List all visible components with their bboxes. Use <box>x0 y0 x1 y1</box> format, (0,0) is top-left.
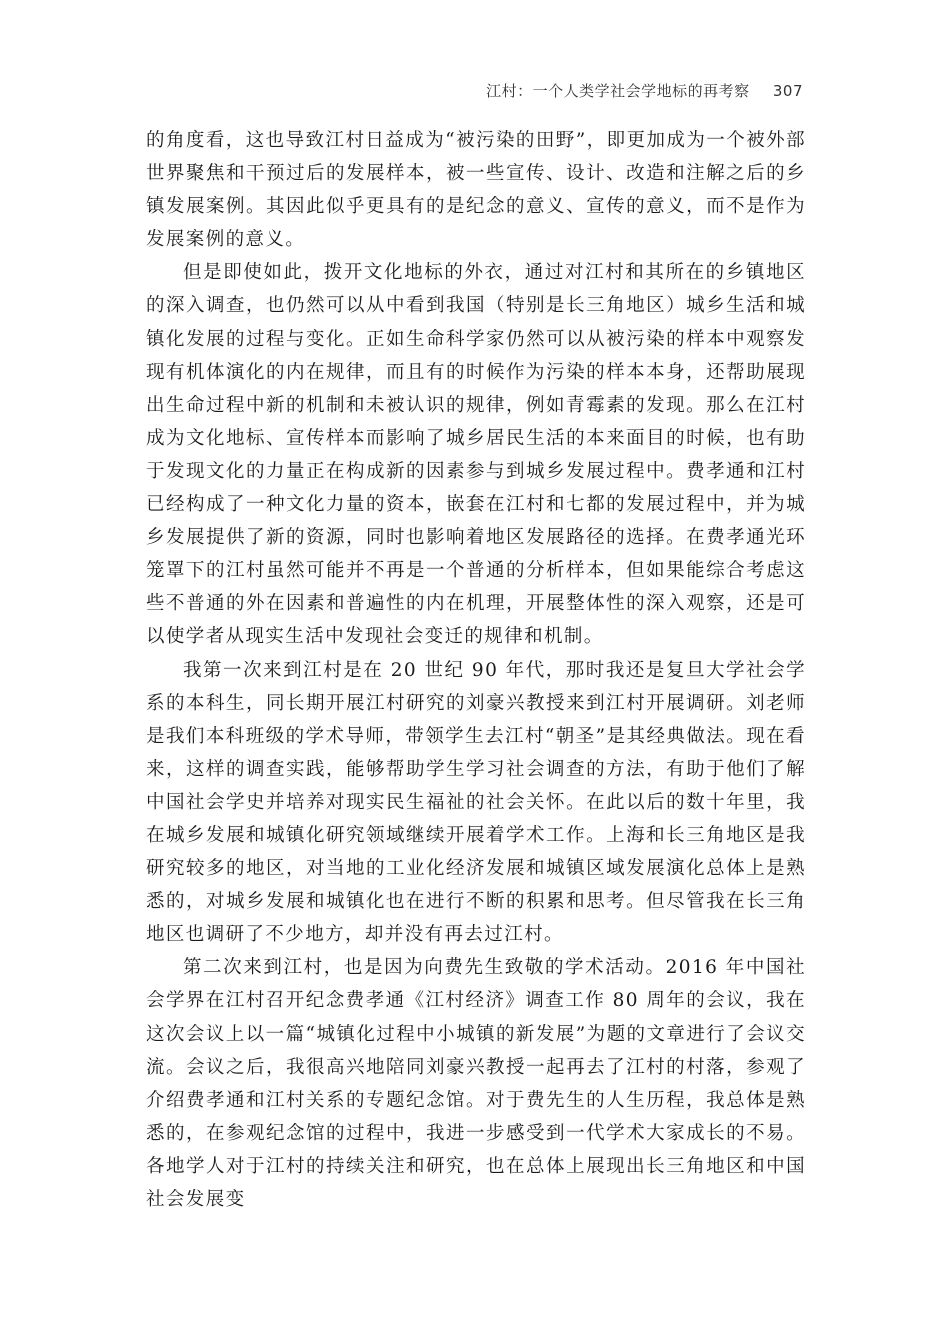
paragraph: 但是即使如此，拨开文化地标的外衣，通过对江村和其所在的乡镇地区的深入调查，也仍然可以从中看到我国（特别是长三角地区）城乡生活和城镇化发展的过程与变化。正如生命科学家仍然可以从被污染的样本中观察发现有机体演化的内在规律，而且有的时候作为污染的样本本身，还帮助展现出生命过程中新的机制和未被认识的规律，例如青霉素的发现。那么在江村成为文化地标、宣传样本而影响了城乡居民生活的本来面目的时候，也有助于发现文化的力量正在构成新的因素参与到城乡发展过程中。费孝通和江村已经构成了一种文化力量的资本，嵌套在江村和七都的发展过程中，并为城乡发展提供了新的资源，同时也影响着地区发展路径的选择。在费孝通光环笼罩下的江村虽然可能并不再是一个普通的分析样本，但如果能综合考虑这些不普通的外在因素和普遍性的内在机理，开展整体性的深入观察，还是可以使学者从现实生活中发现社会变迁的规律和机制。 <box>146 262 806 648</box>
paragraph: 我第一次来到江村是在 20 世纪 90 年代，那时我还是复旦大学社会学系的本科生，同长期开展江村研究的刘豪兴教授来到江村开展调研。刘老师是我们本科班级的学术导师，带领学生去江村“朝圣”是其经典做法。现在看来，这样的调查实践，能够帮助学生学习社会调查的方法，有助于他们了解中国社会学史并培养对现实民生福祉的社会关怀。在此以后的数十年里，我在城乡发展和城镇化研究领域继续开展着学术工作。上海和长三角地区是我研究较多的地区，对当地的工业化经济发展和城镇区域发展演化总体上是熟悉的，对城乡发展和城镇化也在进行不断的积累和思考。但尽管我在长三角地区也调研了不少地方，却并没有再去过江村。 <box>146 659 806 946</box>
paragraph-continued: 的角度看，这也导致江村日益成为“被污染的田野”，即更加成为一个被外部世界聚焦和干预过后的发展样本，被一些宣传、设计、改造和注解之后的乡镇发展案例。其因此似乎更具有的是纪念的意义、宣传的意义，而不是作为发展案例的意义。 <box>146 130 806 251</box>
paragraph: 第二次来到江村，也是因为向费先生致敬的学术活动。2016 年中国社会学界在江村召开纪念费孝通《江村经济》调查工作 80 周年的会议，我在这次会议上以一篇“城镇化过程中小城镇的新发展”为题的文章进行了会议交流。会议之后，我很高兴地陪同刘豪兴教授一起再去了江村的村落，参观了介绍费孝通和江村关系的专题纪念馆。对于费先生的人生历程，我总体是熟悉的，在参观纪念馆的过程中，我进一步感受到一代学术大家成长的不易。各地学人对于江村的持续关注和研究，也在总体上展现出长三角地区和中国社会发展变 <box>146 957 806 1210</box>
page-number: 307 <box>772 82 803 100</box>
running-title: 江村：一个人类学社会学地标的再考察 <box>486 82 750 100</box>
running-header <box>486 80 803 101</box>
body-text <box>146 124 806 1216</box>
